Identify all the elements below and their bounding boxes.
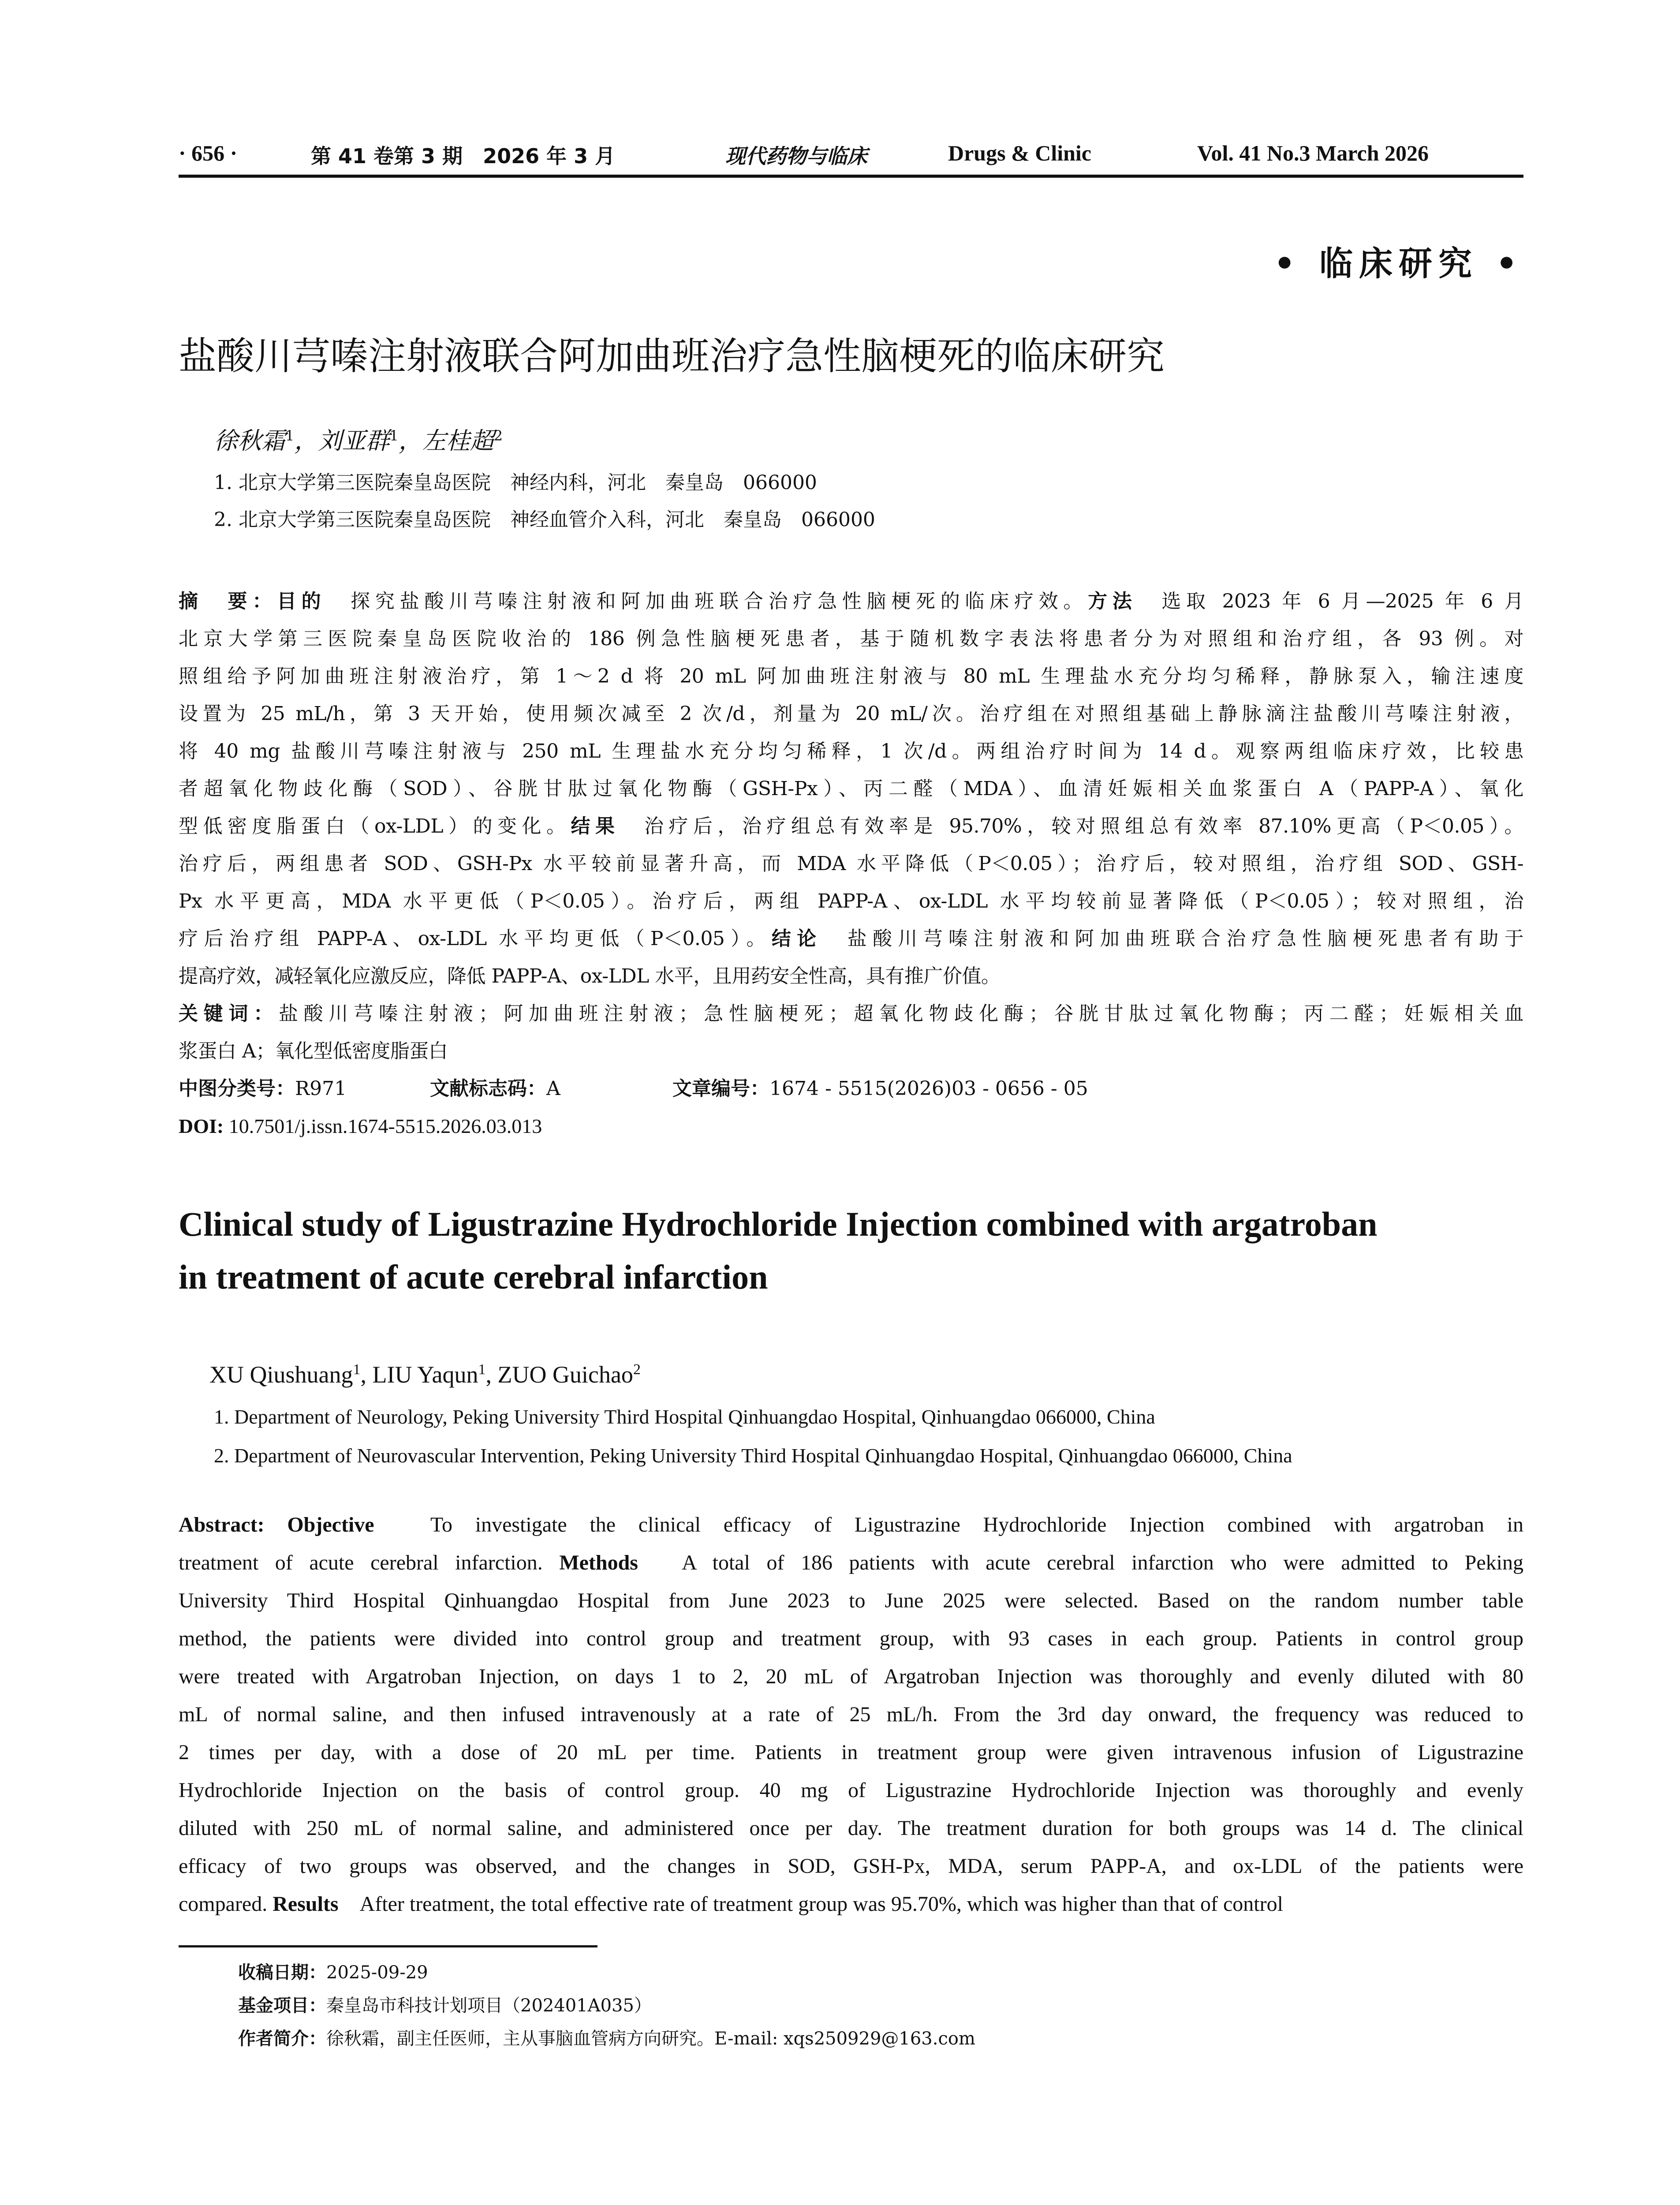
abstract-line — [179, 1847, 1523, 1885]
clc-label: 中图分类号： — [179, 1077, 295, 1100]
author-affil-mark: 1 — [478, 1361, 486, 1378]
abstract-line — [179, 1734, 1523, 1771]
author-separator: ， — [398, 427, 422, 455]
chinese-abstract — [179, 583, 1523, 995]
author-affil-mark: 2 — [493, 427, 503, 444]
abstract-text: diluted with 250 mL of normal saline, and administered once per day. The treatment duration for both groups was 14 d. The clinical — [179, 1816, 1523, 1840]
keywords-line — [179, 995, 1523, 1032]
author-name: 刘亚群 — [318, 427, 390, 455]
english-affiliation-2: 2. Department of Neurovascular Intervention, Peking University Third Hospital Qinhuangdao Hospital, Qinhuangdao 066000, China — [214, 1444, 1292, 1467]
abstract-line — [179, 882, 1523, 920]
abstract-text: Px 水平更高，MDA 水平更低（P＜0.05）。治疗后，两组 PAPP-A、ox-LDL 水平均较前显著降低（P＜0.05）；较对照组，治 — [179, 890, 1523, 912]
author-separator: , — [485, 1361, 498, 1388]
keywords-text: 盐酸川芎嗪注射液；阿加曲班注射液；急性脑梗死；超氧化物歧化酶；谷胱甘肽过氧化物酶；丙二醛；妊娠相关血 — [278, 1002, 1523, 1025]
abstract-text: method, the patients were divided into control group and treatment group, with 93 cases in each group. Patients in control group — [179, 1627, 1523, 1650]
abstract-line — [179, 1885, 1523, 1923]
author-separator: , — [360, 1361, 373, 1388]
abstract-line — [179, 770, 1523, 807]
abstract-section-heading: Methods — [559, 1551, 638, 1574]
volume-issue-en: Vol. 41 No.3 March 2026 — [1197, 141, 1429, 165]
received-label: 收稿日期： — [238, 1962, 326, 1983]
author-affil-mark: 1 — [285, 427, 295, 444]
abstract-text: 者超氧化物歧化酶（SOD）、谷胱甘肽过氧化物酶（GSH-Px）、丙二醛（MDA）、血清妊娠相关血浆蛋白 A（PAPP-A）、氧化 — [179, 777, 1523, 800]
chinese-title: 盐酸川芎嗪注射液联合阿加曲班治疗急性脑梗死的临床研究 — [179, 334, 1165, 378]
abstract-section-heading: 目的 — [276, 590, 326, 613]
abstract-line — [179, 583, 1523, 620]
abstract-line — [179, 695, 1523, 733]
clc-value: R971 — [295, 1077, 347, 1100]
author-separator: ， — [294, 427, 318, 455]
author-name: LIU Yaqun — [372, 1361, 478, 1388]
doi — [179, 1107, 1523, 1145]
abstract-line — [179, 620, 1523, 658]
abstract-text: treatment of acute cerebral infarction. — [179, 1551, 560, 1574]
abstract-section-heading: 结果 — [571, 815, 620, 837]
fund-label: 基金项目： — [238, 1996, 326, 2016]
abstract-text: University Third Hospital Qinhuangdao Hospital from June 2023 to June 2025 were selected. Based on the random number table — [179, 1589, 1523, 1612]
abstract-line — [179, 1809, 1523, 1847]
fund-value: 秦皇岛市科技计划项目（202401A035） — [326, 1996, 652, 2016]
abstract-line — [179, 957, 1523, 995]
author-bio-label: 作者简介： — [238, 2029, 326, 2049]
abstract-text: After treatment, the total effective rate of treatment group was 95.70%, which was higher than that of control — [338, 1892, 1283, 1916]
abstract-line — [179, 1506, 1523, 1544]
header-rule — [179, 175, 1523, 178]
footnote-rule — [179, 1945, 597, 1947]
running-header — [179, 140, 1523, 168]
abstract-text: 提高疗效，减轻氧化应激反应，降低 PAPP-A、ox-LDL 水平，且用药安全性高，具有推广价值。 — [179, 965, 1001, 987]
author-name: XU Qiushuang — [209, 1361, 353, 1388]
abstract-line — [179, 845, 1523, 882]
author-bio-value: 徐秋霜，副主任医师，主从事脑血管病方向研究。E-mail: xqs250929@163.com — [326, 2029, 975, 2049]
chinese-affiliation-1: 1. 北京大学第三医院秦皇岛医院 神经内科，河北 秦皇岛 066000 — [214, 471, 817, 494]
abstract-line — [179, 1620, 1523, 1658]
english-title-line: in treatment of acute cerebral infarction — [179, 1258, 768, 1296]
author-affil-mark: 1 — [389, 427, 399, 444]
abstract-section-heading: 结论 — [771, 927, 822, 950]
abstract-section-heading: Abstract: Objective — [179, 1513, 374, 1536]
abstract-text: were treated with Argatroban Injection, on days 1 to 2, 20 mL of Argatroban Injection was thoroughly and evenly diluted with 80 — [179, 1665, 1523, 1688]
doc-code-label: 文献标志码： — [430, 1077, 546, 1100]
keywords-line — [179, 1032, 1523, 1070]
footnote-author-bio — [238, 2022, 1523, 2056]
volume-issue-cn: 第 41 卷第 3 期 2026 年 3 月 — [311, 144, 616, 168]
abstract-text: 选取 2023 年 6 月—2025 年 6 月 — [1137, 590, 1523, 613]
footnote-fund — [238, 1989, 1523, 2022]
keywords-label: 关键词： — [179, 1002, 279, 1025]
author-affil-mark: 2 — [633, 1361, 641, 1378]
abstract-text: 型低密度脂蛋白（ox-LDL）的变化。 — [179, 815, 571, 837]
abstract-text: compared. — [179, 1892, 273, 1916]
abstract-text: 疗后治疗组 PAPP-A、ox-LDL 水平均更低（P＜0.05）。 — [179, 927, 772, 950]
article-no-value: 1674 - 5515(2026)03 - 0656 - 05 — [769, 1077, 1088, 1100]
journal-name-en: Drugs & Clinic — [948, 141, 1091, 165]
author-affil-mark: 1 — [353, 1361, 361, 1378]
abstract-text: 治疗后，治疗组总有效率是 95.70%，较对照组总有效率 87.10%更高（P＜0.05）。 — [620, 815, 1523, 837]
abstract-text: 治疗后，两组患者 SOD、GSH-Px 水平较前显著升高，而 MDA 水平降低（P＜0.05）；治疗后，较对照组，治疗组 SOD、GSH- — [179, 852, 1523, 875]
page-number: · 656 · — [179, 141, 238, 165]
abstract-label: 摘 要： — [179, 590, 277, 613]
received-value: 2025-09-29 — [326, 1962, 428, 1983]
author-name: ZUO Guichao — [497, 1361, 633, 1388]
english-title-line: Clinical study of Ligustrazine Hydrochloride Injection combined with argatroban — [179, 1205, 1378, 1243]
abstract-text: efficacy of two groups was observed, and the changes in SOD, GSH-Px, MDA, serum PAPP-A, and ox-LDL of the patients were — [179, 1854, 1523, 1878]
english-authors — [209, 1352, 1523, 1392]
classification-info — [179, 1070, 1523, 1107]
abstract-text: 2 times per day, with a dose of 20 mL per time. Patients in treatment group were given intravenous infusion of Ligustrazine — [179, 1741, 1523, 1764]
abstract-line — [179, 658, 1523, 695]
abstract-line — [179, 807, 1523, 845]
abstract-line — [179, 920, 1523, 957]
abstract-text: 盐酸川芎嗪注射液和阿加曲班联合治疗急性脑梗死患者有助于 — [822, 927, 1524, 950]
keywords-text: 浆蛋白 A；氧化型低密度脂蛋白 — [179, 1040, 448, 1062]
abstract-line — [179, 1544, 1523, 1582]
article-no-label: 文章编号： — [672, 1077, 769, 1100]
abstract-text: A total of 186 patients with acute cerebral infarction who were admitted to Peking — [638, 1551, 1523, 1574]
english-title — [179, 1198, 1523, 1304]
doi-label: DOI: — [179, 1115, 224, 1137]
abstract-line — [179, 733, 1523, 770]
journal-name-cn: 现代药物与临床 — [725, 144, 867, 168]
footnote-received-date — [238, 1956, 1523, 1989]
abstract-line — [179, 1696, 1523, 1734]
page-content — [179, 140, 1523, 2056]
chinese-affiliation-2: 2. 北京大学第三医院秦皇岛医院 神经血管介入科，河北 秦皇岛 066000 — [214, 508, 875, 531]
abstract-section-heading: 方法 — [1088, 590, 1137, 613]
abstract-text: Hydrochloride Injection on the basis of control group. 40 mg of Ligustrazine Hydrochloride Injection was thoroughly and evenly — [179, 1779, 1523, 1802]
english-affiliations — [179, 1398, 1523, 1475]
abstract-line — [179, 1771, 1523, 1809]
abstract-line — [179, 1582, 1523, 1620]
english-abstract — [179, 1506, 1523, 1923]
english-affiliation-1: 1. Department of Neurology, Peking University Third Hospital Qinhuangdao Hospital, Qinhuangdao 066000, China — [214, 1405, 1155, 1428]
abstract-text: 将 40 mg 盐酸川芎嗪注射液与 250 mL 生理盐水充分均匀稀释，1 次/d。两组治疗时间为 14 d。观察两组临床疗效，比较患 — [179, 740, 1523, 762]
footnotes — [238, 1956, 1523, 2056]
keywords — [179, 995, 1523, 1070]
abstract-line — [179, 1658, 1523, 1696]
abstract-section-heading: Results — [273, 1892, 339, 1916]
abstract-text: To investigate the clinical efficacy of Ligustrazine Hydrochloride Injection combined with argatroban in — [374, 1513, 1524, 1536]
abstract-text: mL of normal saline, and then infused intravenously at a rate of 25 mL/h. From the 3rd day onward, the frequency was reduced to — [179, 1703, 1523, 1726]
chinese-authors — [214, 420, 1523, 456]
doi-value[interactable]: 10.7501/j.issn.1674-5515.2026.03.013 — [224, 1115, 542, 1137]
abstract-text: 设置为 25 mL/h，第 3 天开始，使用频次减至 2 次/d，剂量为 20 mL/次。治疗组在对照组基础上静脉滴注盐酸川芎嗪注射液， — [179, 703, 1523, 725]
section-tag: • 临床研究 • — [1273, 244, 1523, 283]
abstract-text: 探究盐酸川芎嗪注射液和阿加曲班联合治疗急性脑梗死的临床疗效。 — [326, 590, 1088, 613]
doc-code-value: A — [546, 1077, 560, 1100]
chinese-affiliations — [179, 464, 1523, 538]
abstract-text: 北京大学第三医院秦皇岛医院收治的 186 例急性脑梗死患者，基于随机数字表法将患者分为对照组和治疗组，各 93 例。对 — [179, 628, 1523, 650]
author-name: 徐秋霜 — [214, 427, 285, 455]
abstract-text: 照组给予阿加曲班注射液治疗，第 1～2 d 将 20 mL 阿加曲班注射液与 80 mL 生理盐水充分均匀稀释，静脉泵入，输注速度 — [179, 665, 1523, 688]
author-name: 左桂超 — [422, 427, 494, 455]
